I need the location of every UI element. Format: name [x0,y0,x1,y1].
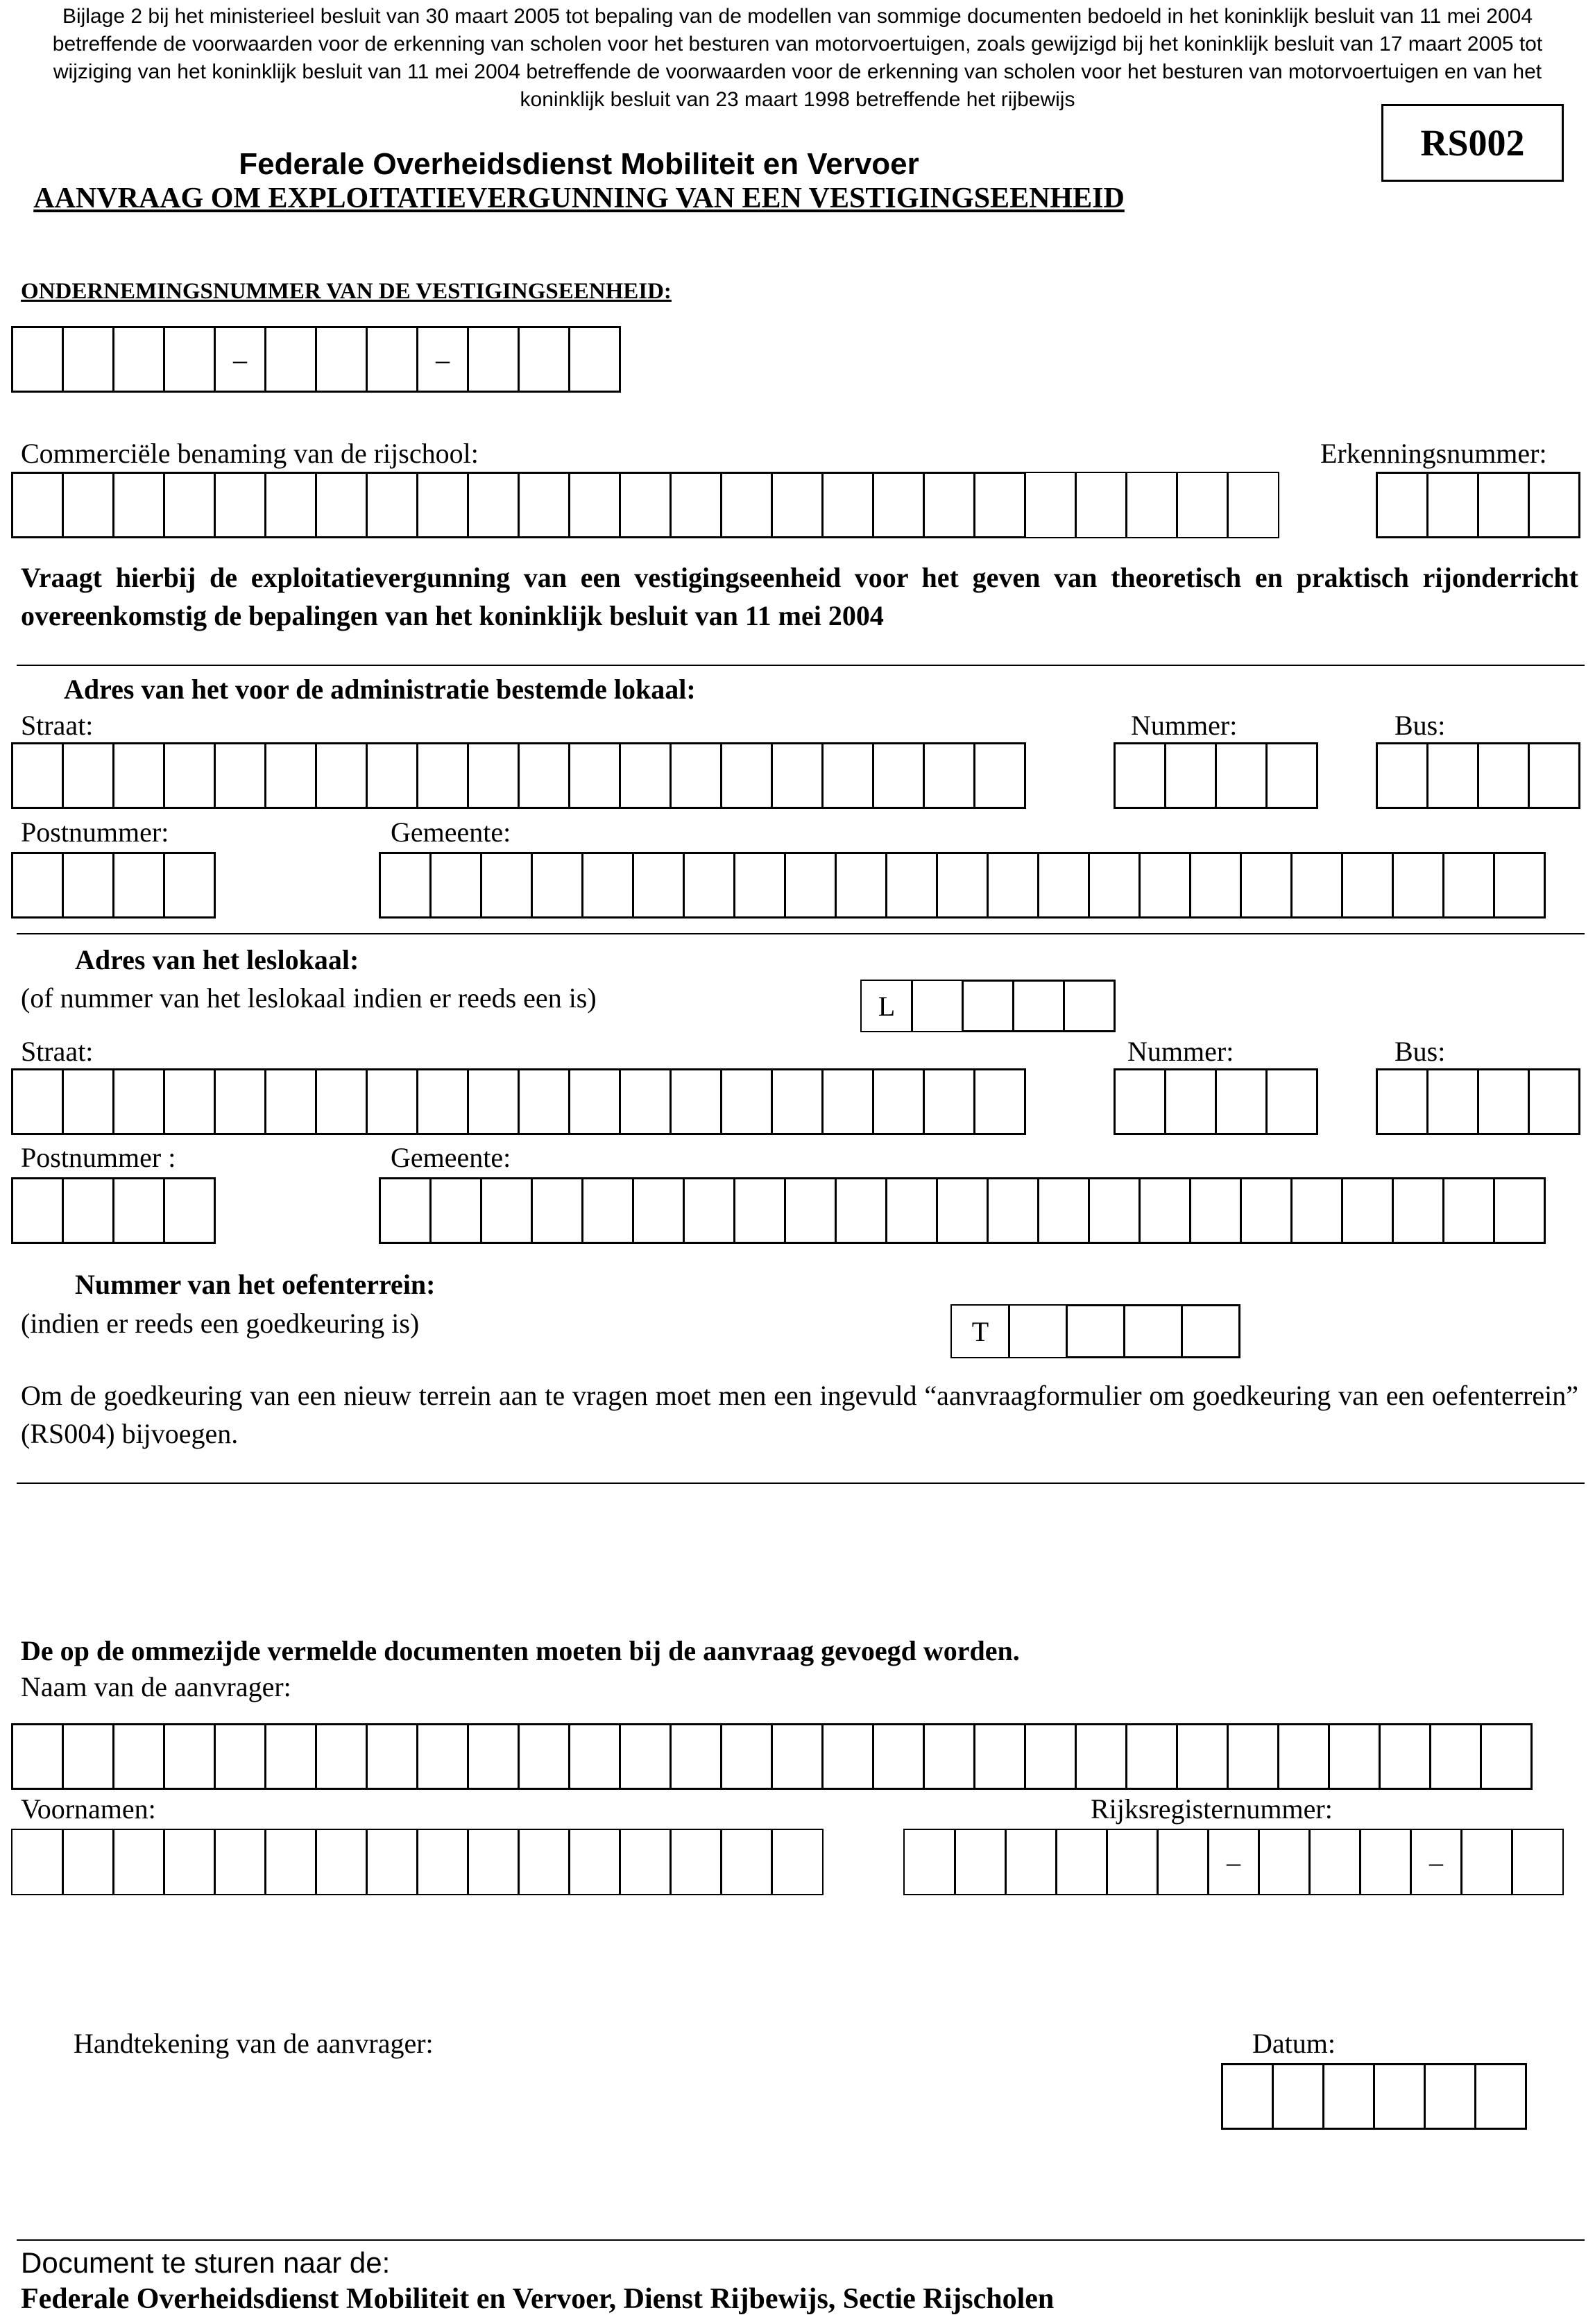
legal-preamble: Bijlage 2 bij het ministerieel besluit van 30 maart 2005 tot bepaling van de modellen van sommige documenten bedoeld in het koninklijk besluit van 11 mei 2004 betreffende de voorwaarden voor de erkenning van scholen voor het besturen van motorvoertuigen, zoals gewijzigd bij het koninklijk besluit van 17 maart 2005 tot wijziging van het koninklijk besluit van 11 mei 2004 betreffende de voorwaarden voor de erkenning van scholen voor het besturen van motorvoertuigen en van het koninklijk besluit van 23 maart 1998 betreffende het rijbewijs [52,5,1543,111]
lesson-address-subheading: (of nummer van het leslokaal indien er reeds een is) [21,982,597,1014]
admin-address-heading: Adres van het voor de administratie bestemde lokaal: [64,674,696,705]
date-label: Datum: [1252,2028,1336,2059]
admin-number-input[interactable] [1114,742,1318,809]
applicant-name-label: Naam van de aanvrager: [21,1671,291,1702]
request-statement: Vraagt hierbij de exploitatievergunning van een vestigingseenheid voor het geven van theoretisch en praktisch rijonderricht overeenkomstig de bepalingen van het koninklijk besluit van 11 mei 2004 [21,562,1578,631]
company-number-input[interactable] [11,326,621,393]
digit-cell[interactable] [112,326,165,393]
digit-cell[interactable] [366,326,418,393]
company-number-label: ONDERNEMINGSNUMMER VAN DE VESTIGINGSEENHEID: [21,279,672,304]
send-to-label: Document te sturen naar de: [21,2246,391,2279]
lesson-room-prefix: L [878,990,896,1022]
lesson-street-label: Straat: [21,1036,94,1067]
practice-ground-note: Om de goedkeuring van een nieuw terrein aan te vragen moet men een ingevuld “aanvraagformulier om goedkeuring van een oefenterrein” (RS004) bijvoegen. [21,1380,1578,1449]
recognition-number-input[interactable] [1376,472,1580,538]
form-code: RS002 [1381,104,1564,182]
lesson-number-label: Nummer: [1127,1036,1234,1067]
national-register-label: Rijksregisternummer: [1091,1793,1333,1825]
lesson-postcode-input[interactable] [11,1177,216,1244]
digit-cell[interactable] [163,326,216,393]
practice-ground-subheading: (indien er reeds een goedkeuring is) [21,1308,420,1339]
separator-dash: – [1429,1846,1443,1878]
date-input[interactable] [1221,2063,1527,2130]
signature-label: Handtekening van de aanvrager: [74,2028,434,2059]
digit-cell[interactable] [416,326,469,393]
practice-ground-heading: Nummer van het oefenterrein: [75,1269,436,1300]
admin-box-input[interactable] [1376,742,1580,809]
lesson-number-input[interactable] [1114,1068,1318,1135]
first-names-label: Voornamen: [21,1793,156,1825]
recognition-number-label: Erkenningsnummer: [1320,438,1547,469]
first-names-input[interactable] [11,1829,824,1895]
digit-cell[interactable] [467,326,520,393]
admin-municipality-input[interactable] [379,852,1546,919]
admin-number-label: Nummer: [1131,710,1238,741]
admin-street-input[interactable] [11,742,1026,809]
digit-cell[interactable] [214,326,266,393]
digit-cell[interactable] [62,326,114,393]
divider [17,1483,1585,1484]
admin-street-label: Straat: [21,710,94,741]
lesson-street-input[interactable] [11,1068,1026,1135]
applicant-name-input[interactable] [11,1723,1533,1790]
admin-postcode-label: Postnummer: [21,817,169,848]
divider [17,665,1585,666]
lesson-room-number-input[interactable] [860,980,1116,1032]
digit-cell[interactable] [518,326,570,393]
school-name-input[interactable] [11,472,1279,538]
divider [17,933,1585,934]
digit-cell[interactable] [315,326,368,393]
school-name-label: Commerciële benaming van de rijschool: [21,438,479,469]
send-to-address: Federale Overheidsdienst Mobiliteit en Vervoer, Dienst Rijbewijs, Sectie Rijscholen [21,2283,1055,2315]
practice-ground-number-input[interactable] [950,1304,1240,1358]
admin-box-label: Bus: [1394,710,1446,741]
divider [17,2239,1585,2241]
lesson-address-heading: Adres van het leslokaal: [75,944,359,975]
digit-cell[interactable] [11,326,64,393]
lesson-postcode-label: Postnummer : [21,1142,176,1173]
admin-postcode-input[interactable] [11,852,216,919]
separator-dash: – [436,343,450,375]
digit-cell[interactable] [264,326,317,393]
lesson-box-input[interactable] [1376,1068,1580,1135]
digit-cell[interactable] [568,326,621,393]
lesson-municipality-label: Gemeente: [391,1142,511,1173]
practice-ground-prefix: T [971,1315,989,1347]
lesson-municipality-input[interactable] [379,1177,1546,1244]
form-title: AANVRAAG OM EXPLOITATIEVERGUNNING VAN EEN VESTIGINGSEENHEID [33,182,1125,214]
national-register-input[interactable] [903,1829,1564,1895]
agency-name: Federale Overheidsdienst Mobiliteit en Vervoer [239,147,919,181]
separator-dash: – [1227,1846,1240,1878]
separator-dash: – [233,343,247,375]
admin-municipality-label: Gemeente: [391,817,511,848]
documents-note: De op de ommezijde vermelde documenten moeten bij de aanvraag gevoegd worden. [21,1635,1020,1666]
lesson-box-label: Bus: [1394,1036,1446,1067]
